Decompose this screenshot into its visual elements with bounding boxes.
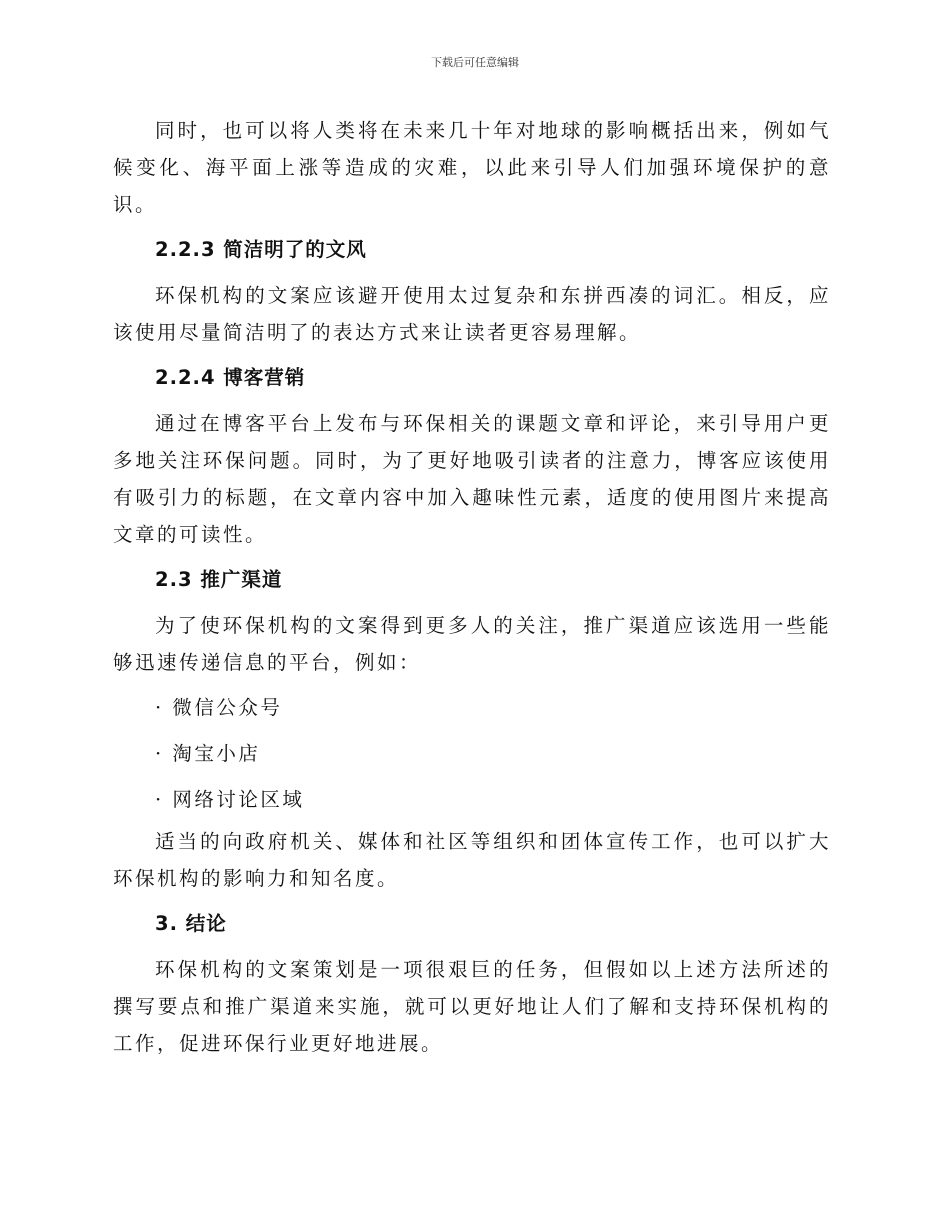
page-header: 下载后可任意编辑 xyxy=(431,56,519,69)
heading-2-2-4: 2.2.4 博客营销 xyxy=(155,366,306,389)
heading-2-2-3: 2.2.3 简洁明了的文风 xyxy=(155,238,367,261)
heading-2-3: 2.3 推广渠道 xyxy=(155,568,283,591)
paragraph-government-media: 适当的向政府机关、媒体和社区等组织和团体宣传工作，也可以扩大环保机构的影响力和知名度。 xyxy=(113,830,831,890)
bullet-wechat: · 微信公众号 xyxy=(155,696,283,719)
document-body xyxy=(113,112,831,1062)
bullet-taobao: · 淘宝小店 xyxy=(155,742,261,765)
heading-3-conclusion: 3. 结论 xyxy=(155,912,227,935)
paragraph-blog-marketing: 通过在博客平台上发布与环保相关的课题文章和评论，来引导用户更多地关注环保问题。同时，为了更好地吸引读者的注意力，博客应该使用有吸引力的标题，在文章内容中加入趣味性元素，适度的使用图片来提高文章的可读性。 xyxy=(113,412,831,546)
paragraph-impact: 同时，也可以将人类将在未来几十年对地球的影响概括出来，例如气候变化、海平面上涨等造成的灾难，以此来引导人们加强环境保护的意识。 xyxy=(113,119,831,216)
bullet-forum: · 网络讨论区域 xyxy=(155,788,305,811)
paragraph-conclusion: 环保机构的文案策划是一项很艰巨的任务，但假如以上述方法所述的撰写要点和推广渠道来实施，就可以更好地让人们了解和支持环保机构的工作，促进环保行业更好地进展。 xyxy=(113,958,831,1055)
paragraph-channels: 为了使环保机构的文案得到更多人的关注，推广渠道应该选用一些能够迅速传递信息的平台，例如： xyxy=(113,614,831,674)
paragraph-concise-style: 环保机构的文案应该避开使用太过复杂和东拼西凑的词汇。相反，应该使用尽量简洁明了的表达方式来让读者更容易理解。 xyxy=(113,284,831,344)
